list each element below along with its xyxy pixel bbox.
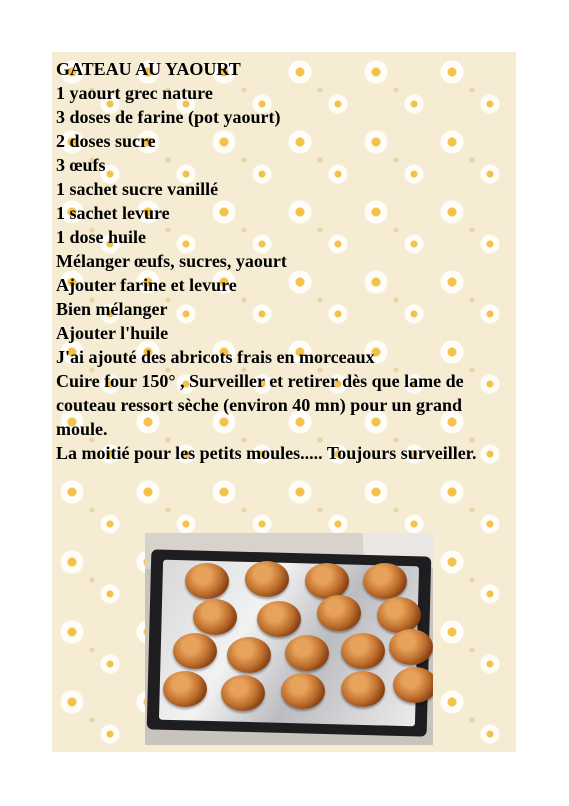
instruction-line: Ajouter farine et levure [56, 275, 237, 295]
ingredient-line: 1 sachet levure [56, 203, 170, 223]
instruction-line: La moitié pour les petits moules..... Toujours surveiller. [56, 443, 477, 463]
muffins-photo [145, 533, 433, 745]
muffin [163, 671, 207, 707]
ingredient-line: 1 sachet sucre vanillé [56, 179, 219, 199]
muffin [281, 673, 325, 709]
muffin [389, 629, 433, 665]
muffin [245, 561, 289, 597]
instruction-line: Bien mélanger [56, 299, 168, 319]
ingredient-line: 2 doses sucre [56, 131, 156, 151]
muffin [341, 671, 385, 707]
instruction-line: Ajouter l'huile [56, 323, 169, 343]
recipe-text [56, 57, 516, 465]
muffin [221, 675, 265, 711]
muffin [193, 599, 237, 635]
muffin [317, 595, 361, 631]
instruction-line: Cuire four 150° , Surveiller et retirer dès que lame de couteau ressort sèche (environ 40 mn) pour un grand moule. [56, 371, 464, 439]
ingredient-line: 1 dose huile [56, 227, 147, 247]
ingredient-line: 3 œufs [56, 155, 106, 175]
muffin [377, 597, 421, 633]
ingredient-line: 3 doses de farine (pot yaourt) [56, 107, 281, 127]
muffin [341, 633, 385, 669]
instruction-line: Mélanger œufs, sucres, yaourt [56, 251, 287, 271]
muffin [285, 635, 329, 671]
ingredient-line: 1 yaourt grec nature [56, 83, 213, 103]
instruction-line: J'ai ajouté des abricots frais en morceaux [56, 347, 375, 367]
muffin [227, 637, 271, 673]
recipe-title: GATEAU AU YAOURT [56, 59, 241, 79]
muffin [305, 563, 349, 599]
muffin [173, 633, 217, 669]
muffin [363, 563, 407, 599]
muffin [185, 563, 229, 599]
muffin [257, 601, 301, 637]
muffin [393, 667, 433, 703]
